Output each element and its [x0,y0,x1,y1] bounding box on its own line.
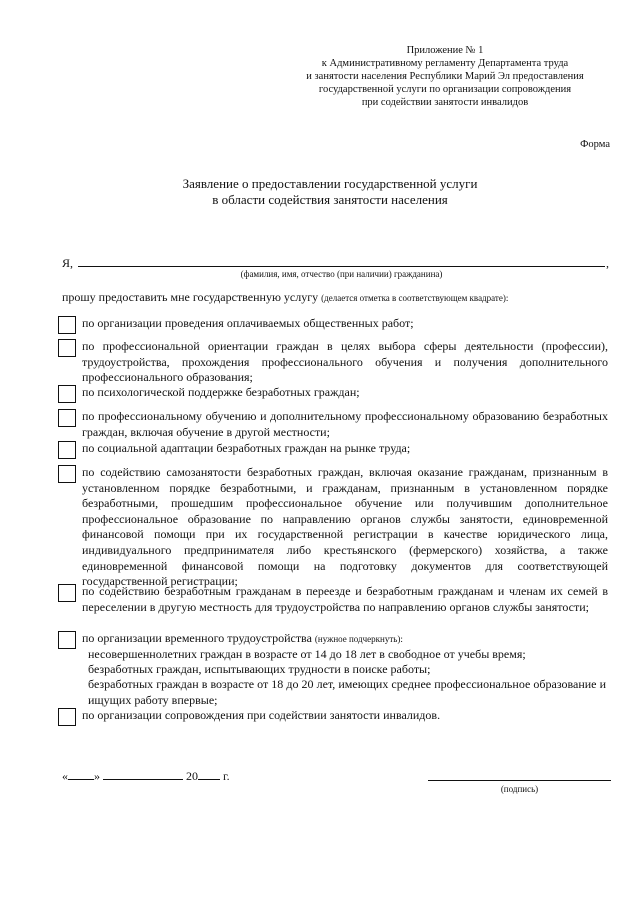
appendix-line: Приложение № 1 [406,45,484,56]
option-self-employment [58,465,608,590]
option-checkbox[interactable] [58,409,76,427]
applicant-comma: , [606,256,609,270]
date-line [62,767,230,784]
document-title [120,176,540,208]
option-public-works [58,316,608,332]
title-line-2: в области содействия занятости населения [212,192,448,207]
title-line-1: Заявление о предоставлении государственной услуги [182,176,478,191]
option-hint: (нужное подчеркнуть): [314,634,403,644]
applicant-name-hint: (фамилия, имя, отчество (при наличии) гражданина) [240,269,443,279]
option-checkbox[interactable] [58,316,76,334]
year-suffix: г. [223,769,230,783]
form-label: Форма [580,139,610,150]
date-open-quote: « [62,769,68,783]
applicant-prefix: Я, [62,256,74,270]
day-field[interactable] [68,767,94,780]
option-career-guidance [58,339,608,386]
option-text: по психологической поддержке безработных граждан; [82,385,360,399]
option-text: по профессиональной ориентации граждан в целях выбора сферы деятельности (профессии), трудоустройства, прохождения профессионального обучения и получения дополнительного профессионального образования; [82,339,608,385]
option-vocational-training [58,409,608,440]
option-checkbox[interactable] [58,708,76,726]
option-checkbox[interactable] [58,441,76,459]
temp-subitem[interactable]: безработных граждан в возрасте от 18 до 20 лет, имеющих среднее профессиональное образование и ищущих работу впервые; [88,677,606,707]
option-relocation [58,584,608,615]
temp-subitem[interactable]: безработных граждан, испытывающих трудности в поиске работы; [88,662,431,676]
option-temporary-employment [58,631,608,648]
option-text: по содействию безработным гражданам в переезде и безработным гражданам и членам их семей в переселении в другую местность для трудоустройства по направлению органов службы занятости; [82,584,608,614]
option-text: по содействию самозанятости безработных граждан, включая оказание гражданам, признанным в установленном порядке безработными, и гражданам, признанным в установленном порядке безработными, прошедшим профессиональное обучение или получившим дополнительное профессиональное образование по направлению органов службы занятости, единовременной финансовой помощи при их государственной регистрации в качестве юридического лица, индивидуального предпринимателя либо крестьянского (фермерского) хозяйства, а также единовременной финансовой помощи на подготовку документов для соответствующей государственной регистрации; [82,465,608,589]
appendix-line: государственной услуги по организации сопровождения [318,84,572,95]
date-close-quote: » [94,769,100,783]
applicant-name-field[interactable] [78,266,605,267]
option-checkbox[interactable] [58,465,76,483]
appendix-line: и занятости населения Республики Марий Эл предоставления [306,71,584,82]
request-text: прошу предоставить мне государственную услугу [62,290,319,304]
option-checkbox[interactable] [58,631,76,649]
year-prefix: 20 [186,769,198,783]
year-field[interactable] [198,767,220,780]
option-checkbox[interactable] [58,584,76,602]
option-text: по организации проведения оплачиваемых общественных работ; [82,316,414,330]
appendix-header [270,44,620,109]
request-line [62,290,622,305]
option-text: по организации временного трудоустройства [82,631,312,645]
temp-subitem[interactable]: несовершеннолетних граждан в возрасте от 14 до 18 лет в свободное от учебы время; [88,647,526,661]
month-field[interactable] [103,767,183,780]
request-hint: (делается отметка в соответствующем квадрате): [321,293,509,303]
option-social-adaptation [58,441,608,457]
signature-hint: (подпись) [500,784,539,794]
option-checkbox[interactable] [58,339,76,357]
option-text: по профессиональному обучению и дополнительному профессиональному образованию безработных граждан, включая обучение в другой местности; [82,409,608,439]
appendix-line: при содействии занятости инвалидов [361,97,529,108]
appendix-line: к Административному регламенту Департамента труда [321,58,569,69]
option-disabled-support [58,708,608,724]
option-text: по организации сопровождения при содействии занятости инвалидов. [82,708,441,722]
option-text: по социальной адаптации безработных граждан на рынке труда; [82,441,411,455]
signature-field[interactable] [428,780,611,781]
option-checkbox[interactable] [58,385,76,403]
option-psychological-support [58,385,608,401]
